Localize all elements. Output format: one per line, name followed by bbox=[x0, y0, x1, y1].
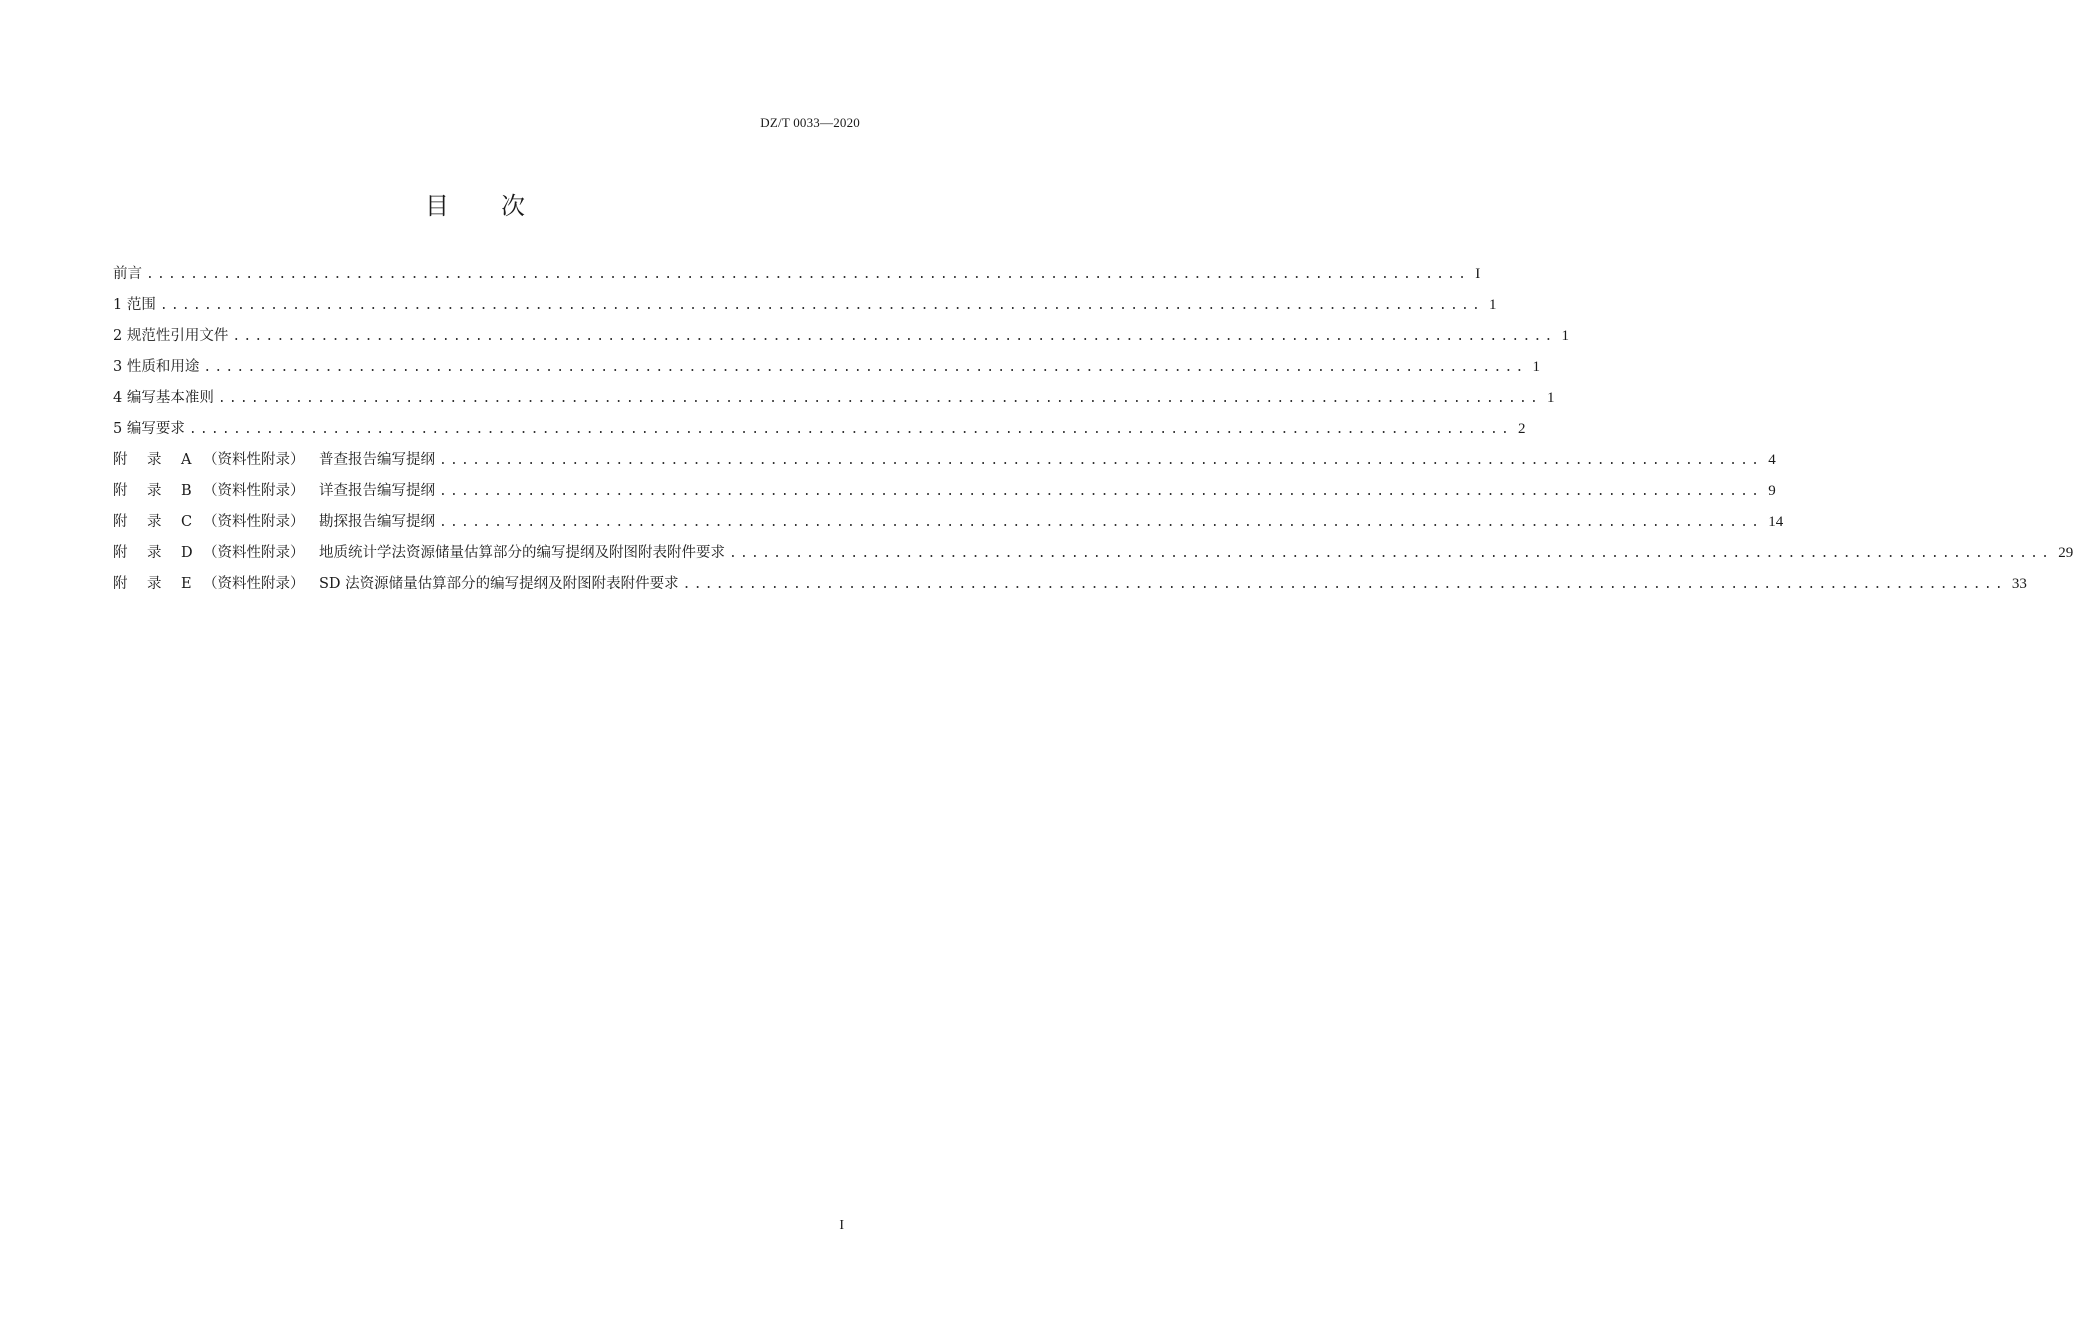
toc-leader-dots: ........................................................................................................................ bbox=[682, 577, 2006, 592]
toc-entry-appendix-b[interactable] bbox=[113, 479, 1776, 510]
appendix-word: 录 bbox=[147, 452, 162, 468]
appendix-prefix bbox=[113, 541, 319, 562]
toc-entry-page: 1 bbox=[1561, 328, 1570, 344]
toc-leader-dots: ........................................................................................................................ bbox=[203, 360, 1527, 375]
toc-entry-page: 2 bbox=[1518, 421, 1526, 437]
appendix-word: 附 bbox=[113, 514, 128, 530]
appendix-letter: D bbox=[181, 545, 193, 561]
appendix-letter: E bbox=[181, 576, 192, 592]
appendix-word: 录 bbox=[147, 483, 162, 499]
appendix-title: SD 法资源储量估算部分的编写提纲及附图附表附件要求 bbox=[319, 576, 679, 592]
toc-entry-page: 14 bbox=[1768, 514, 1784, 530]
toc-entry-scope[interactable] bbox=[113, 293, 1497, 324]
table-of-contents bbox=[113, 262, 2073, 603]
toc-entry-requirements[interactable] bbox=[113, 417, 1526, 448]
toc-leader-dots: ........................................................................................................................ bbox=[439, 484, 1763, 499]
toc-entry-label: 前言 bbox=[113, 266, 142, 282]
title-char-2: 次 bbox=[501, 192, 525, 220]
appendix-prefix bbox=[113, 448, 319, 469]
appendix-word: 附 bbox=[113, 483, 128, 499]
appendix-title: 勘探报告编写提纲 bbox=[319, 514, 435, 530]
appendix-word: 附 bbox=[113, 545, 128, 561]
toc-entry-appendix-d[interactable] bbox=[113, 541, 2073, 572]
toc-leader-dots: ........................................................................................................................ bbox=[146, 267, 1470, 282]
toc-entry-page: 33 bbox=[2011, 576, 2027, 592]
toc-entry-page: 1 bbox=[1547, 390, 1555, 406]
appendix-title: 地质统计学法资源储量估算部分的编写提纲及附图附表附件要求 bbox=[319, 545, 725, 561]
toc-entry-page: 1 bbox=[1532, 359, 1541, 375]
toc-entry-appendix-a[interactable] bbox=[113, 448, 1776, 479]
appendix-word: 附 bbox=[113, 452, 128, 468]
appendix-word: 附 bbox=[113, 576, 128, 592]
toc-entry-appendix-e[interactable] bbox=[113, 572, 2027, 603]
toc-entry-label: 4 编写基本准则 bbox=[113, 390, 214, 406]
toc-entry-basic-principles[interactable] bbox=[113, 386, 1555, 417]
appendix-type: （资料性附录） bbox=[203, 452, 305, 468]
toc-entry-page: 4 bbox=[1768, 452, 1776, 468]
toc-leader-dots: ........................................................................................................................ bbox=[159, 298, 1484, 313]
appendix-word: 录 bbox=[147, 576, 162, 592]
appendix-prefix bbox=[113, 479, 319, 500]
toc-leader-dots: ........................................................................................................................ bbox=[217, 391, 1542, 406]
appendix-word: 录 bbox=[147, 514, 162, 530]
toc-entry-label bbox=[113, 541, 729, 562]
appendix-letter: B bbox=[181, 483, 192, 499]
toc-leader-dots: ........................................................................................................................ bbox=[232, 329, 1556, 344]
toc-leader-dots: ........................................................................................................................ bbox=[729, 546, 2053, 561]
toc-entry-page: 9 bbox=[1768, 483, 1776, 499]
toc-entry-page: 29 bbox=[2058, 545, 2073, 561]
toc-entry-nature-and-use[interactable] bbox=[113, 355, 1541, 386]
toc-entry-page: 1 bbox=[1489, 297, 1497, 313]
appendix-prefix bbox=[113, 572, 319, 593]
appendix-word: 录 bbox=[147, 545, 162, 561]
appendix-letter: A bbox=[181, 452, 192, 468]
appendix-letter: C bbox=[181, 514, 193, 530]
toc-leader-dots: ........................................................................................................................ bbox=[439, 515, 1763, 530]
toc-leader-dots: ........................................................................................................................ bbox=[188, 422, 1513, 437]
title-char-1: 目 bbox=[425, 192, 449, 220]
toc-leader-dots: ........................................................................................................................ bbox=[439, 453, 1763, 468]
toc-entry-page: I bbox=[1475, 266, 1481, 282]
toc-entry-label: 2 规范性引用文件 bbox=[113, 328, 229, 344]
toc-entry-label bbox=[113, 572, 683, 593]
appendix-type: （资料性附录） bbox=[203, 514, 305, 530]
toc-entry-label: 3 性质和用途 bbox=[113, 359, 200, 375]
appendix-type: （资料性附录） bbox=[203, 576, 305, 592]
toc-entry-normative-references[interactable] bbox=[113, 324, 1570, 355]
appendix-type: （资料性附录） bbox=[203, 483, 305, 499]
appendix-title: 详查报告编写提纲 bbox=[319, 483, 435, 499]
toc-entry-label bbox=[113, 448, 439, 469]
standard-code: DZ/T 0033—2020 bbox=[760, 115, 860, 130]
toc-entry-label bbox=[113, 479, 439, 500]
toc-entry-label bbox=[113, 510, 439, 531]
toc-entry-label: 1 范围 bbox=[113, 297, 156, 313]
page-number: I bbox=[839, 1218, 844, 1233]
toc-entry-appendix-c[interactable] bbox=[113, 510, 1784, 541]
appendix-type: （资料性附录） bbox=[203, 545, 305, 561]
page-title bbox=[0, 186, 950, 221]
toc-entry-foreword[interactable] bbox=[113, 262, 1481, 293]
toc-entry-label: 5 编写要求 bbox=[113, 421, 185, 437]
appendix-title: 普查报告编写提纲 bbox=[319, 452, 435, 468]
appendix-prefix bbox=[113, 510, 319, 531]
